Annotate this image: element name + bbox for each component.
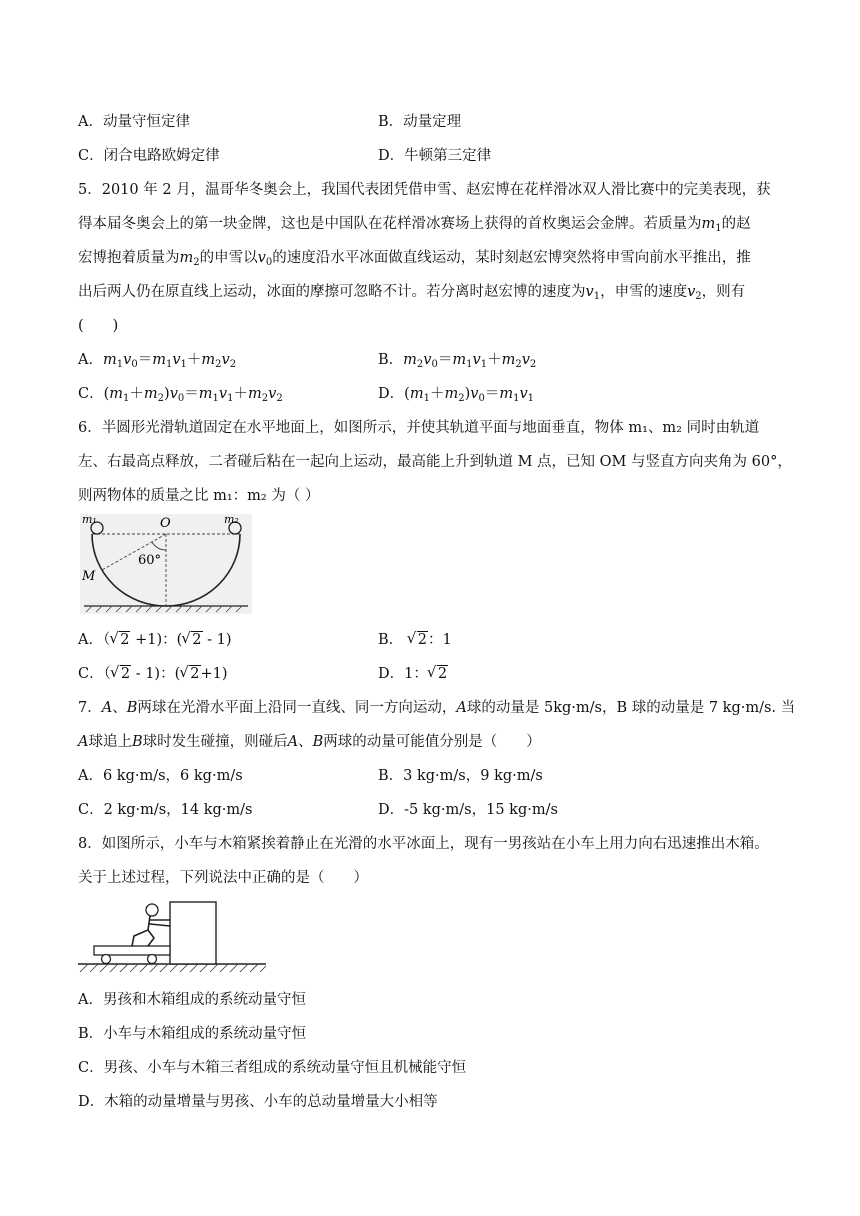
label-o: O <box>160 516 171 531</box>
q8-option-b: B．小车与木箱组成的系统动量守恒 <box>78 1026 307 1042</box>
q6-stem-line-3: 则两物体的质量之比 m₁：m₂ 为（ ） <box>78 488 320 504</box>
q5-stem-line-4: 出后两人仍在原直线上运动，冰面的摩擦可忽略不计。若分离时赵宏博的速度为$v_1$，申雪的速度$v_2$，则有 <box>78 284 746 302</box>
label-m2: m₂ <box>224 514 239 526</box>
cart-box-figure <box>78 896 270 976</box>
q5-option-c: C．$(m_1+m_2)v_0=m_1v_1+m_2v_2$ <box>78 386 283 404</box>
q5-option-a: A．$m_1v_0=m_1v_1+m_2v_2$ <box>78 352 237 370</box>
q7-stem-line-2: A球追上B球时发生碰撞，则碰后A、B两球的动量可能值分别是（ ） <box>78 734 541 750</box>
q6-stem-line-2: 左、右最高点释放，二者碰后粘在一起向上运动，最高能上升到轨道 M 点，已知 OM 与竖直方向夹角为 60°， <box>78 454 792 470</box>
q4-option-a: A．动量守恒定律 <box>78 114 190 130</box>
q8-stem-line-2: 关于上述过程，下列说法中正确的是（ ） <box>78 870 368 886</box>
q5-option-b: B．$m_2v_0=m_1v_1+m_2v_2$ <box>378 352 537 370</box>
q4-option-d: D．牛顿第三定律 <box>378 148 492 164</box>
q4-option-b: B．动量定理 <box>378 114 462 130</box>
q8-option-a: A．男孩和木箱组成的系统动量守恒 <box>78 992 306 1008</box>
q7-option-c: C．2 kg·m/s，14 kg·m/s <box>78 802 253 818</box>
q7-option-b: B．3 kg·m/s，9 kg·m/s <box>378 768 543 784</box>
q7-option-d: D．-5 kg·m/s，15 kg·m/s <box>378 802 558 818</box>
q8-option-d: D．木箱的动量增量与男孩、小车的总动量增量大小相等 <box>78 1094 438 1110</box>
q5-option-d: D．$(m_1+m_2)v_0=m_1v_1$ <box>378 386 535 404</box>
q7-stem-line-1: 7．A、B两球在光滑水平面上沿同一直线、同一方向运动，A球的动量是 5kg·m/s，B 球的动量是 7 kg·m/s. 当 <box>78 700 796 716</box>
q5-stem-line-1: 5．2010 年 2 月，温哥华冬奥会上，我国代表团凭借申雪、赵宏博在花样滑冰双人滑比赛中的完美表现，获 <box>78 182 771 198</box>
q5-stem-line-2: 得本届冬奥会上的第一块金牌，这也是中国队在花样滑冰赛场上获得的首枚奥运会金牌。若质量为$m_1$的赵 <box>78 216 751 234</box>
q4-option-c: C．闭合电路欧姆定律 <box>78 148 220 164</box>
q6-option-d: D．1：√ 2 <box>378 664 448 684</box>
q5-stem-line-3: 宏博抱着质量为$m_2$的申雪以$v_0$的速度沿水平冰面做直线运动，某时刻赵宏博突然将申雪向前水平推出，推 <box>78 250 751 268</box>
label-m1: m₁ <box>82 514 97 526</box>
q7-option-a: A．6 kg·m/s，6 kg·m/s <box>78 768 243 784</box>
q6-option-a: A．（√ 2 +1)：(√ 2 - 1) <box>78 630 232 650</box>
label-m: M <box>82 569 96 584</box>
label-angle: 60° <box>138 553 162 568</box>
semicircle-track-figure <box>80 514 252 614</box>
q8-stem-line-1: 8．如图所示，小车与木箱紧挨着静止在光滑的水平冰面上，现有一男孩站在小车上用力向右迅速推出木箱。 <box>78 836 769 852</box>
q6-option-b: B． √ 2：1 <box>378 630 452 650</box>
q5-answer-paren: ( ) <box>78 318 119 334</box>
q8-option-c: C．男孩、小车与木箱三者组成的系统动量守恒且机械能守恒 <box>78 1060 467 1076</box>
q6-stem-line-1: 6．半圆形光滑轨道固定在水平地面上，如图所示，并使其轨道平面与地面垂直，物体 m₁、m₂ 同时由轨道 <box>78 420 760 436</box>
q6-option-c: C．（√ 2 - 1)：(√ 2+1) <box>78 664 228 684</box>
